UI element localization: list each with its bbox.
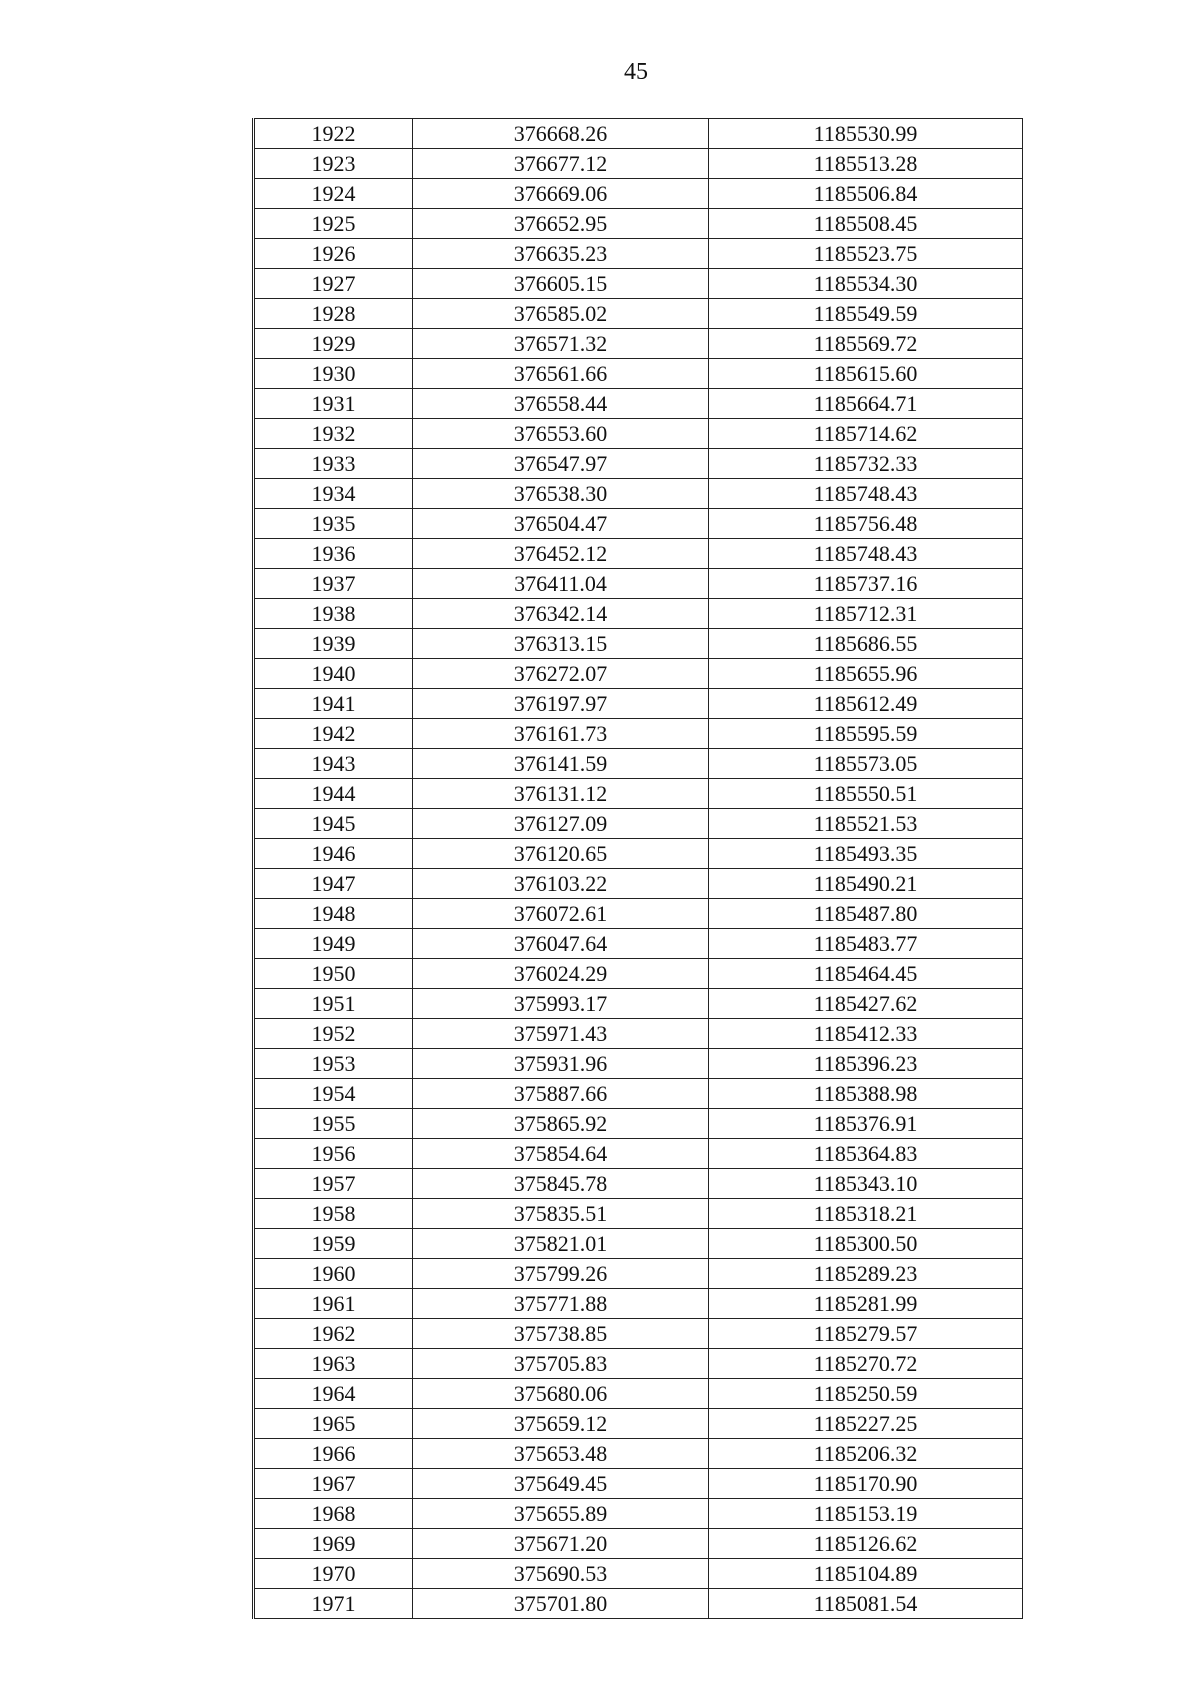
point-number-cell: 1969: [254, 1529, 413, 1559]
point-number-cell: 1966: [254, 1439, 413, 1469]
table-row: [254, 269, 1023, 299]
point-number-cell: 1940: [254, 659, 413, 689]
x-coordinate-cell: 375690.53: [413, 1559, 709, 1589]
point-number-cell: 1942: [254, 719, 413, 749]
table-row: [254, 149, 1023, 179]
y-coordinate-cell: 1185490.21: [709, 869, 1023, 899]
y-coordinate-cell: 1185612.49: [709, 689, 1023, 719]
point-number-cell: 1953: [254, 1049, 413, 1079]
point-number-cell: 1923: [254, 149, 413, 179]
table-row: [254, 299, 1023, 329]
point-number-cell: 1954: [254, 1079, 413, 1109]
point-number-cell: 1927: [254, 269, 413, 299]
point-number-cell: 1946: [254, 839, 413, 869]
table-row: [254, 1139, 1023, 1169]
y-coordinate-cell: 1185364.83: [709, 1139, 1023, 1169]
y-coordinate-cell: 1185206.32: [709, 1439, 1023, 1469]
table-row: [254, 239, 1023, 269]
table-row: [254, 389, 1023, 419]
table-row: [254, 1439, 1023, 1469]
y-coordinate-cell: 1185483.77: [709, 929, 1023, 959]
table-row: [254, 1019, 1023, 1049]
table-row: [254, 329, 1023, 359]
x-coordinate-cell: 376024.29: [413, 959, 709, 989]
point-number-cell: 1929: [254, 329, 413, 359]
point-number-cell: 1943: [254, 749, 413, 779]
table-row: [254, 449, 1023, 479]
y-coordinate-cell: 1185343.10: [709, 1169, 1023, 1199]
y-coordinate-cell: 1185732.33: [709, 449, 1023, 479]
y-coordinate-cell: 1185748.43: [709, 539, 1023, 569]
y-coordinate-cell: 1185126.62: [709, 1529, 1023, 1559]
point-number-cell: 1958: [254, 1199, 413, 1229]
point-number-cell: 1950: [254, 959, 413, 989]
point-number-cell: 1945: [254, 809, 413, 839]
x-coordinate-cell: 376197.97: [413, 689, 709, 719]
table-row: [254, 1559, 1023, 1589]
y-coordinate-cell: 1185615.60: [709, 359, 1023, 389]
point-number-cell: 1971: [254, 1589, 413, 1619]
table-row: [254, 1049, 1023, 1079]
x-coordinate-cell: 375653.48: [413, 1439, 709, 1469]
x-coordinate-cell: 376635.23: [413, 239, 709, 269]
table-row: [254, 1229, 1023, 1259]
table-row: [254, 539, 1023, 569]
x-coordinate-cell: 376272.07: [413, 659, 709, 689]
point-number-cell: 1960: [254, 1259, 413, 1289]
y-coordinate-cell: 1185250.59: [709, 1379, 1023, 1409]
point-number-cell: 1924: [254, 179, 413, 209]
x-coordinate-cell: 376652.95: [413, 209, 709, 239]
x-coordinate-cell: 376605.15: [413, 269, 709, 299]
x-coordinate-cell: 375771.88: [413, 1289, 709, 1319]
point-number-cell: 1957: [254, 1169, 413, 1199]
point-number-cell: 1935: [254, 509, 413, 539]
x-coordinate-cell: 376411.04: [413, 569, 709, 599]
coordinates-table: [252, 118, 1023, 1619]
point-number-cell: 1947: [254, 869, 413, 899]
point-number-cell: 1968: [254, 1499, 413, 1529]
table-row: [254, 1079, 1023, 1109]
y-coordinate-cell: 1185756.48: [709, 509, 1023, 539]
x-coordinate-cell: 376677.12: [413, 149, 709, 179]
table-row: [254, 659, 1023, 689]
point-number-cell: 1956: [254, 1139, 413, 1169]
table-row: [254, 1199, 1023, 1229]
x-coordinate-cell: 376313.15: [413, 629, 709, 659]
x-coordinate-cell: 376342.14: [413, 599, 709, 629]
point-number-cell: 1949: [254, 929, 413, 959]
y-coordinate-cell: 1185427.62: [709, 989, 1023, 1019]
table-row: [254, 1469, 1023, 1499]
point-number-cell: 1948: [254, 899, 413, 929]
x-coordinate-cell: 376161.73: [413, 719, 709, 749]
point-number-cell: 1922: [254, 119, 413, 149]
x-coordinate-cell: 375931.96: [413, 1049, 709, 1079]
y-coordinate-cell: 1185081.54: [709, 1589, 1023, 1619]
table-row: [254, 1109, 1023, 1139]
y-coordinate-cell: 1185508.45: [709, 209, 1023, 239]
table-row: [254, 569, 1023, 599]
x-coordinate-cell: 375865.92: [413, 1109, 709, 1139]
y-coordinate-cell: 1185655.96: [709, 659, 1023, 689]
y-coordinate-cell: 1185530.99: [709, 119, 1023, 149]
x-coordinate-cell: 375649.45: [413, 1469, 709, 1499]
x-coordinate-cell: 376553.60: [413, 419, 709, 449]
x-coordinate-cell: 375738.85: [413, 1319, 709, 1349]
y-coordinate-cell: 1185712.31: [709, 599, 1023, 629]
y-coordinate-cell: 1185550.51: [709, 779, 1023, 809]
y-coordinate-cell: 1185521.53: [709, 809, 1023, 839]
x-coordinate-cell: 376452.12: [413, 539, 709, 569]
table-row: [254, 1529, 1023, 1559]
y-coordinate-cell: 1185170.90: [709, 1469, 1023, 1499]
x-coordinate-cell: 375671.20: [413, 1529, 709, 1559]
page-number: 45: [624, 59, 648, 85]
point-number-cell: 1925: [254, 209, 413, 239]
table-row: [254, 1409, 1023, 1439]
point-number-cell: 1963: [254, 1349, 413, 1379]
y-coordinate-cell: 1185664.71: [709, 389, 1023, 419]
point-number-cell: 1930: [254, 359, 413, 389]
y-coordinate-cell: 1185549.59: [709, 299, 1023, 329]
point-number-cell: 1941: [254, 689, 413, 719]
y-coordinate-cell: 1185153.19: [709, 1499, 1023, 1529]
x-coordinate-cell: 375821.01: [413, 1229, 709, 1259]
x-coordinate-cell: 375971.43: [413, 1019, 709, 1049]
x-coordinate-cell: 376668.26: [413, 119, 709, 149]
coordinates-table-body: [254, 119, 1023, 1619]
y-coordinate-cell: 1185227.25: [709, 1409, 1023, 1439]
y-coordinate-cell: 1185270.72: [709, 1349, 1023, 1379]
x-coordinate-cell: 376103.22: [413, 869, 709, 899]
point-number-cell: 1939: [254, 629, 413, 659]
table-row: [254, 1379, 1023, 1409]
table-row: [254, 809, 1023, 839]
point-number-cell: 1938: [254, 599, 413, 629]
y-coordinate-cell: 1185388.98: [709, 1079, 1023, 1109]
x-coordinate-cell: 376504.47: [413, 509, 709, 539]
y-coordinate-cell: 1185506.84: [709, 179, 1023, 209]
x-coordinate-cell: 375845.78: [413, 1169, 709, 1199]
y-coordinate-cell: 1185279.57: [709, 1319, 1023, 1349]
x-coordinate-cell: 375655.89: [413, 1499, 709, 1529]
x-coordinate-cell: 376131.12: [413, 779, 709, 809]
x-coordinate-cell: 376561.66: [413, 359, 709, 389]
table-row: [254, 479, 1023, 509]
table-row: [254, 899, 1023, 929]
point-number-cell: 1967: [254, 1469, 413, 1499]
table-row: [254, 689, 1023, 719]
x-coordinate-cell: 375835.51: [413, 1199, 709, 1229]
y-coordinate-cell: 1185104.89: [709, 1559, 1023, 1589]
point-number-cell: 1926: [254, 239, 413, 269]
point-number-cell: 1961: [254, 1289, 413, 1319]
y-coordinate-cell: 1185523.75: [709, 239, 1023, 269]
y-coordinate-cell: 1185396.23: [709, 1049, 1023, 1079]
table-row: [254, 599, 1023, 629]
y-coordinate-cell: 1185714.62: [709, 419, 1023, 449]
y-coordinate-cell: 1185300.50: [709, 1229, 1023, 1259]
x-coordinate-cell: 375680.06: [413, 1379, 709, 1409]
point-number-cell: 1934: [254, 479, 413, 509]
point-number-cell: 1955: [254, 1109, 413, 1139]
x-coordinate-cell: 375993.17: [413, 989, 709, 1019]
x-coordinate-cell: 376547.97: [413, 449, 709, 479]
table-row: [254, 989, 1023, 1019]
point-number-cell: 1965: [254, 1409, 413, 1439]
x-coordinate-cell: 376127.09: [413, 809, 709, 839]
x-coordinate-cell: 376585.02: [413, 299, 709, 329]
point-number-cell: 1933: [254, 449, 413, 479]
y-coordinate-cell: 1185281.99: [709, 1289, 1023, 1319]
y-coordinate-cell: 1185318.21: [709, 1199, 1023, 1229]
y-coordinate-cell: 1185686.55: [709, 629, 1023, 659]
y-coordinate-cell: 1185289.23: [709, 1259, 1023, 1289]
table-row: [254, 1259, 1023, 1289]
y-coordinate-cell: 1185748.43: [709, 479, 1023, 509]
table-row: [254, 1499, 1023, 1529]
table-row: [254, 1589, 1023, 1619]
table-row: [254, 959, 1023, 989]
table-row: [254, 179, 1023, 209]
table-row: [254, 359, 1023, 389]
y-coordinate-cell: 1185487.80: [709, 899, 1023, 929]
x-coordinate-cell: 376538.30: [413, 479, 709, 509]
point-number-cell: 1951: [254, 989, 413, 1019]
y-coordinate-cell: 1185737.16: [709, 569, 1023, 599]
x-coordinate-cell: 376072.61: [413, 899, 709, 929]
y-coordinate-cell: 1185513.28: [709, 149, 1023, 179]
table-row: [254, 1289, 1023, 1319]
point-number-cell: 1959: [254, 1229, 413, 1259]
point-number-cell: 1964: [254, 1379, 413, 1409]
table-row: [254, 1169, 1023, 1199]
x-coordinate-cell: 376141.59: [413, 749, 709, 779]
y-coordinate-cell: 1185573.05: [709, 749, 1023, 779]
point-number-cell: 1931: [254, 389, 413, 419]
table-row: [254, 929, 1023, 959]
table-row: [254, 839, 1023, 869]
x-coordinate-cell: 376047.64: [413, 929, 709, 959]
x-coordinate-cell: 376669.06: [413, 179, 709, 209]
x-coordinate-cell: 376120.65: [413, 839, 709, 869]
table-row: [254, 869, 1023, 899]
point-number-cell: 1937: [254, 569, 413, 599]
table-row: [254, 719, 1023, 749]
table-row: [254, 779, 1023, 809]
y-coordinate-cell: 1185376.91: [709, 1109, 1023, 1139]
x-coordinate-cell: 376571.32: [413, 329, 709, 359]
x-coordinate-cell: 375701.80: [413, 1589, 709, 1619]
y-coordinate-cell: 1185464.45: [709, 959, 1023, 989]
point-number-cell: 1928: [254, 299, 413, 329]
point-number-cell: 1970: [254, 1559, 413, 1589]
table-row: [254, 419, 1023, 449]
y-coordinate-cell: 1185595.59: [709, 719, 1023, 749]
table-row: [254, 119, 1023, 149]
y-coordinate-cell: 1185493.35: [709, 839, 1023, 869]
table-row: [254, 749, 1023, 779]
x-coordinate-cell: 376558.44: [413, 389, 709, 419]
y-coordinate-cell: 1185534.30: [709, 269, 1023, 299]
table-row: [254, 1319, 1023, 1349]
y-coordinate-cell: 1185412.33: [709, 1019, 1023, 1049]
point-number-cell: 1952: [254, 1019, 413, 1049]
table-row: [254, 509, 1023, 539]
point-number-cell: 1962: [254, 1319, 413, 1349]
x-coordinate-cell: 375705.83: [413, 1349, 709, 1379]
table-row: [254, 629, 1023, 659]
y-coordinate-cell: 1185569.72: [709, 329, 1023, 359]
x-coordinate-cell: 375887.66: [413, 1079, 709, 1109]
point-number-cell: 1936: [254, 539, 413, 569]
point-number-cell: 1944: [254, 779, 413, 809]
x-coordinate-cell: 375659.12: [413, 1409, 709, 1439]
point-number-cell: 1932: [254, 419, 413, 449]
table-row: [254, 1349, 1023, 1379]
x-coordinate-cell: 375854.64: [413, 1139, 709, 1169]
table-row: [254, 209, 1023, 239]
x-coordinate-cell: 375799.26: [413, 1259, 709, 1289]
